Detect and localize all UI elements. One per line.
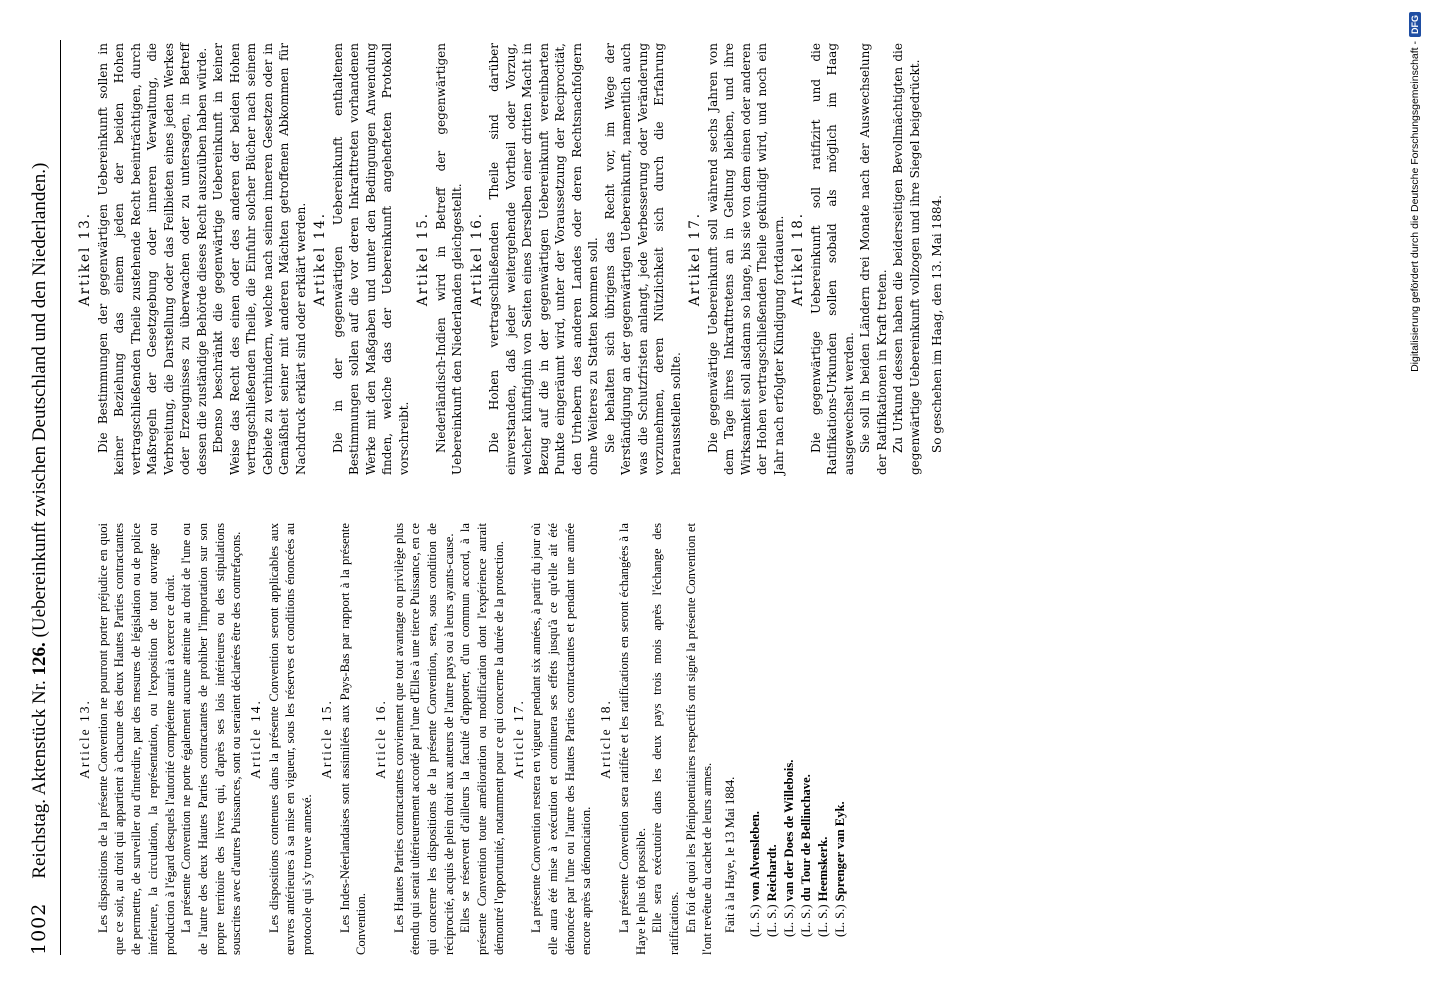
article-17-heading-de: Artikel 17. [687,211,703,307]
article-18-heading-fr: Article 18. [598,699,614,779]
signature-line: (L. S.) du Tour de Bellinchave. [798,774,813,937]
article-18-paragraph-2-de: Sie soll in beiden Ländern drei Monate nach der Auswechselung der Ratifikationen in Kraft treten. [858,43,889,475]
french-column [74,523,849,955]
article-18-paragraph-1-de: Die gegenwärtige Uebereinkunft soll ratifizirt und die Ratifikations-Urkunden sollen sobald als möglich im Haag ausgewechselt werden. [808,43,856,475]
article-13-paragraph-2-fr: La présente Convention ne porte également aucune atteinte au droit de l'une ou de l'autre des deux Hautes Parties contractantes de prohiber l'importation sur son propre territoire des livres qui, d'après ses lois intérieures ou des stipulations souscrites avec d'autres Puissances, sont ou seraient déclarées être des contrefaçons. [179,523,244,955]
article-13-heading-fr: Article 13. [77,699,92,779]
signatory-name: van der Does de Willebois. [781,759,796,902]
document-number: 126. [29,642,50,676]
article-18-paragraph-3-de: Zu Urkund dessen haben die beiderseitigen Bevollmächtigten die gegenwärtige Uebereinkunft vollzogen und ihre Siegel beigedrückt. [891,43,922,475]
dfg-logo: DFG [1409,12,1421,37]
signatory-name: Reichardt. [764,844,779,902]
article-18-heading-de: Artikel 18. [790,211,806,307]
article-13-paragraph-1-de: Die Bestimmungen der gegenwärtigen Uebereinkunft sollen in keiner Beziehung das einem jeden der beiden Hohen vertragschließenden Theile zustehende Recht beeinträchtigen, durch Maßregeln der Gesetzgebung oder inneren Verwaltung, die Verbreitung, die Darstellung oder das Feilbieten eines jeden Werkes oder Erzeugnisses zu überwachen oder zu untersagen, in Betreff dessen die zuständige Behörde dieses Recht auszuüben haben würde. [95,43,209,475]
article-17-heading-fr: Article 17. [510,699,526,779]
place-date-de: So geschehen im Haag, den 13. Mai 1884. [930,195,944,453]
article-16-paragraph-2-fr: Elles se réservent d'ailleurs la faculté d'apporter, d'un commun accord, à la présente Convention toute amélioration ou modification dont l'expérience aurait démontré l'opportunité, notamment pour ce qui concerne la durée de la protection. [458,523,506,955]
title-suffix: (Uebereinkunft zwischen Deutschland und den Niederlanden.) [29,162,50,638]
place-date-fr: Fait à la Haye, le 13 Mai 1884. [723,776,738,933]
signatory-name: du Tour de Bellinchave. [798,774,813,902]
article-14-paragraph-de: Die in der gegenwärtigen Uebereinkunft enthaltenen Bestimmungen sollen auf die vor deren Inkrafttreten vorhandenen Werke mit den Maßgaben und unter den Bedingungen Anwendung finden, welche das der Uebereinkunft angehefteten Protokoll vorschreibt. [330,43,411,475]
article-16-heading-fr: Article 16. [372,699,388,779]
digitization-note [1404,0,1426,1000]
article-14-heading-de: Artikel 14. [312,211,328,307]
article-15-paragraph-de: Niederländisch-Indien wird in Betreff der gegenwärtigen Uebereinkunft den Niederlanden gleichgestellt. [433,43,464,475]
signatory-name: Sprenger van Eyk. [832,801,847,902]
digitization-text: Digitalisierung gefördert durch die Deutsche Forschungsgemeinschaft - [1409,41,1421,372]
article-15-paragraph-fr: Les Indes-Néerlandaises sont assimilées aux Pays-Bas par rapport à la présente Convention. [337,523,369,955]
article-14-heading-fr: Article 14. [248,699,264,779]
article-16-paragraph-1-fr: Les Hautes Parties contractantes conviennent que tout avantage ou privilège plus étendu qui serait ultérieurement accordé par l'une d'Elles à une tierce Puissance, en ce qui concerne les dispositions de la présente Convention, sera, sous condition de réciprocité, acquis de plein droit aux auteurs de l'autre pays ou à leurs ayants-cause. [391,523,456,955]
signature-line: (L. S.) Sprenger van Eyk. [832,801,847,937]
article-13-paragraph-1-fr: Les dispositions de la présente Convention ne pourront porter préjudice en quoi que ce soit, au droit qui appartient à chacune des deux Hautes Parties contractantes de permettre, de surveiller ou d'interdire, par des mesures de législation ou de police intérieure, la circulation, la représentation, ou l'exposition de tout ouvrage ou production à l'égard desquels l'autorité compétente aurait à exercer ce droit. [95,523,177,955]
article-14-paragraph-fr: Les dispositions contenues dans la présente Convention seront applicables aux œuvres antérieures à sa mise en vigueur, sous les réserves et conditions énoncées au protocole qui s'y trouve annexé. [266,523,315,955]
article-18-paragraph-1-fr: La présente Convention sera ratifiée et les ratifications en seront échangées à la Haye le plus tôt possible. [616,523,648,955]
header-rule [60,40,61,955]
article-13-heading-de: Artikel 13. [77,211,93,307]
article-13-paragraph-2-de: Ebenso beschränkt die gegenwärtige Uebereinkunft in keiner Weise das Recht des einen oder des anderen der beiden Hohen vertragschließenden Theile, die Einfuhr solcher Bücher nach seinem Gebiete zu verhindern, welche nach seinen inneren Gesetzen oder in Gemäßheit seiner mit anderen Mächten getroffenen Abkommen für Nachdruck erklärt sind oder erklärt werden. [211,43,308,475]
german-column [74,43,946,475]
title-prefix: Reichstag. Aktenstück Nr. [29,680,50,879]
signature-line: (L. S.) von Alvensleben. [747,811,762,937]
signature-line: (L. S.) van der Does de Willebois. [781,759,796,937]
article-18-paragraph-3-fr: En foi de quoi les Plénipotentiaires respectifs ont signé la présente Convention et l'ont revêtue du cachet de leurs armes. [683,523,715,955]
page-header [28,40,56,955]
article-18-paragraph-2-fr: Elle sera exécutoire dans les deux pays trois mois après l'échange des ratifications. [650,523,681,955]
article-17-paragraph-fr: La présente Convention restera en vigueur pendant six années, à partir du jour où elle aura été mise à exécution et continuera ses effets jusqu'à ce qu'elle ait été dénoncée par l'une ou l'autre des Hautes Parties contractantes et pendant une année encore après sa dénonciation. [529,523,594,955]
article-15-heading-de: Artikel 15. [415,211,431,307]
article-16-paragraph-1-de: Die Hohen vertragschließenden Theile sind darüber einverstanden, daß jeder weitergehende Vortheil oder Vorzug, welcher künftighin von Seiten eines Derselben einer dritten Macht in Bezug auf die in der gegenwärtigen Uebereinkunft vereinbarten Punkte eingeräumt wird, unter der Voraussetzung der Reciprocität, den Urhebern des anderen Landes oder deren Rechtsnachfolgern ohne Weiteres zu Statten kommen soll. [487,43,600,475]
article-16-paragraph-2-de: Sie behalten sich übrigens das Recht vor, im Wege der Verständigung an der gegenwärtigen Uebereinkunft, namentlich auch was die Schutzfristen anlangt, jede Verbesserung oder Veränderung vorzunehmen, deren Nützlichkeit sich durch die Erfahrung herausstellen sollte. [602,43,683,475]
page-number: 1002 [28,902,50,955]
article-16-heading-de: Artikel 16. [468,211,485,307]
article-17-paragraph-de: Die gegenwärtige Uebereinkunft soll während sechs Jahren von dem Tage ihres Inkrafttretens an in Geltung bleiben, und ihre Wirksamkeit soll alsdann so lange, bis sie von dem einen oder anderen der Hohen vertragschließenden Theile gekündigt wird, und noch ein Jahr nach erfolgter Kündigung fortdauern. [705,43,786,475]
signature-line: (L. S.) Reichardt. [764,844,779,937]
signatory-name: Heemskerk. [815,836,830,902]
signature-line: (L. S.) Heemskerk. [815,836,830,937]
page-title [29,163,51,879]
signature-block [747,523,849,955]
article-15-heading-fr: Article 15. [318,699,334,779]
signatory-name: von Alvensleben. [747,811,762,902]
